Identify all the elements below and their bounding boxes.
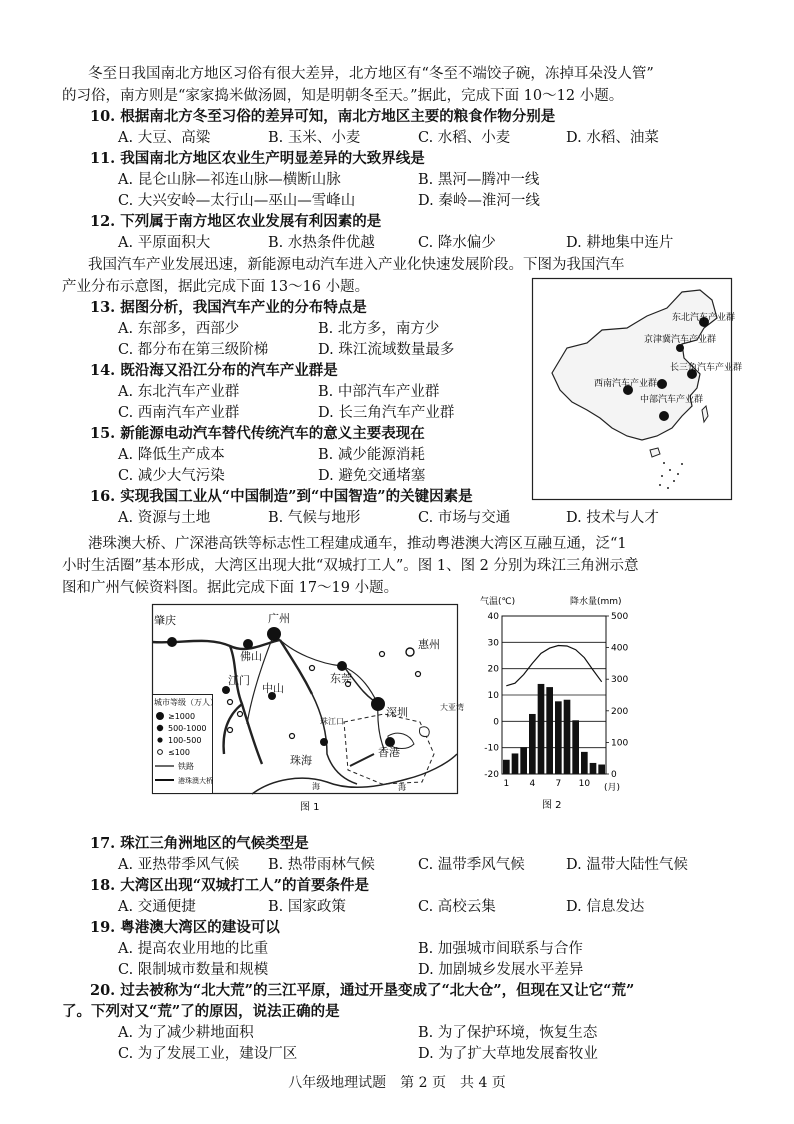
question-12-stem: 12. 下列属于南方地区农业发展有利因素的是 xyxy=(90,213,382,230)
temp-tick-label: 20 xyxy=(487,664,499,675)
question-17-option-b[interactable]: B. 热带雨林气候 xyxy=(268,857,375,873)
city-huizhou-dot xyxy=(406,648,414,656)
question-16-stem: 16. 实现我国工业从“中国制造”到“中国智造”的关键因素是 xyxy=(90,488,473,505)
city-zhaoqing-dot xyxy=(167,637,177,647)
question-13-option-c[interactable]: C. 都分布在第三级阶梯 xyxy=(118,342,269,358)
legend-item-3: 100-500 xyxy=(168,736,202,745)
precip-bar xyxy=(598,765,605,774)
figure-1-caption: 图 1 xyxy=(300,802,320,813)
passage-2-line-2: 产业分布示意图，据此完成下面 13～16 小题。 xyxy=(62,279,370,295)
precip-tick-label: 500 xyxy=(611,612,629,622)
question-19-option-d[interactable]: D. 加剧城乡发展水平差异 xyxy=(418,962,584,978)
label-zhuhai: 珠海 xyxy=(290,754,312,767)
precip-tick-label: 100 xyxy=(611,738,629,749)
month-tick-label: 4 xyxy=(529,779,536,789)
precip-bar xyxy=(555,701,562,774)
precip-bar xyxy=(564,700,571,774)
question-20-option-d[interactable]: D. 为了扩大草地发展畜牧业 xyxy=(418,1046,598,1062)
question-13-option-d[interactable]: D. 珠江流域数量最多 xyxy=(318,342,455,358)
city-dongguan-dot xyxy=(337,661,347,671)
label-yangtze-delta-cluster: 长三角汽车产业群 xyxy=(670,363,743,373)
legend-bridge: 港珠澳大桥 xyxy=(178,777,213,785)
label-central-cluster: 中部汽车产业群 xyxy=(640,395,704,405)
label-southwest-cluster: 西南汽车产业群 xyxy=(594,379,658,389)
question-11-option-a[interactable]: A. 昆仑山脉—祁连山脉—横断山脉 xyxy=(118,172,341,188)
label-hongkong: 香港 xyxy=(378,746,400,759)
passage-1-line-2: 的习俗，南方则是“家家捣米做汤圆，知是明朝冬至天。”据此，完成下面 10～12 小题。 xyxy=(62,88,624,104)
label-sea-left: 海 xyxy=(312,782,320,791)
temp-tick-label: 0 xyxy=(493,717,499,728)
question-14-option-c[interactable]: C. 西南汽车产业群 xyxy=(118,405,240,421)
question-12-option-d[interactable]: D. 耕地集中连片 xyxy=(566,235,674,251)
precip-bar xyxy=(538,684,545,774)
precip-tick-label: 200 xyxy=(611,706,629,717)
city-jiangmen-dot xyxy=(222,686,230,694)
label-shenzhen: 深圳 xyxy=(386,706,408,719)
precip-bar xyxy=(512,753,519,774)
question-18-option-b[interactable]: B. 国家政策 xyxy=(268,899,346,915)
question-15-option-c[interactable]: C. 减少大气污染 xyxy=(118,468,225,484)
label-daya-bay: 大亚湾 xyxy=(440,703,464,712)
label-huizhou: 惠州 xyxy=(418,638,440,651)
question-13-stem: 13. 据图分析，我国汽车产业的分布特点是 xyxy=(90,299,367,316)
label-beijing-tianjin-hebei-cluster: 京津冀汽车产业群 xyxy=(644,335,717,345)
label-zhongshan: 中山 xyxy=(262,682,284,695)
question-15-option-d[interactable]: D. 避免交通堵塞 xyxy=(318,468,426,484)
label-zhaoqing: 肇庆 xyxy=(154,614,176,627)
label-sea-right: 海 xyxy=(398,783,406,792)
legend-item-2: 500-1000 xyxy=(168,724,207,733)
question-11-option-d[interactable]: D. 秦岭—淮河一线 xyxy=(418,193,540,209)
central-cluster-dot xyxy=(657,379,667,389)
precip-bar xyxy=(546,687,553,774)
question-10-stem: 10. 根据南北方冬至习俗的差异可知，南北方地区主要的粮食作物分别是 xyxy=(90,108,556,125)
label-jiangmen: 江门 xyxy=(228,674,250,687)
question-20-option-c[interactable]: C. 为了发展工业，建设厂区 xyxy=(118,1046,298,1062)
month-tick-label: 10 xyxy=(578,779,591,789)
label-dongguan: 东莞 xyxy=(330,672,352,685)
question-17-option-a[interactable]: A. 亚热带季风气候 xyxy=(118,857,240,873)
label-pearl-estuary: 珠江口 xyxy=(320,717,344,726)
question-10-option-d[interactable]: D. 水稻、油菜 xyxy=(566,130,659,146)
question-14-option-b[interactable]: B. 中部汽车产业群 xyxy=(318,384,440,400)
question-10-option-c[interactable]: C. 水稻、小麦 xyxy=(418,130,511,146)
precip-axis-label: 降水量(mm) xyxy=(570,597,622,607)
figure-2-guangzhou-climate-chart xyxy=(476,594,640,812)
label-guangzhou: 广州 xyxy=(268,612,290,625)
precip-bar xyxy=(503,760,510,774)
month-unit-label: (月) xyxy=(604,783,621,793)
city-guangzhou-dot xyxy=(267,627,281,641)
question-20-option-a[interactable]: A. 为了减少耕地面积 xyxy=(118,1025,254,1041)
precip-tick-label: 0 xyxy=(611,770,617,780)
passage-3-line-1: 港珠澳大桥、广深港高铁等标志性工程建成通车，推动粤港澳大湾区互融互通，泛“1 xyxy=(88,536,627,552)
precip-bar xyxy=(581,752,588,774)
question-15-option-a[interactable]: A. 降低生产成本 xyxy=(118,447,225,463)
question-10-option-b[interactable]: B. 玉米、小麦 xyxy=(268,130,361,146)
question-13-option-a[interactable]: A. 东部多，西部少 xyxy=(118,321,240,337)
precip-bar xyxy=(590,763,597,774)
question-18-option-a[interactable]: A. 交通便捷 xyxy=(118,899,196,915)
question-18-option-c[interactable]: C. 高校云集 xyxy=(418,899,496,915)
city-foshan-dot xyxy=(243,639,253,649)
pearl-river-dot xyxy=(659,411,669,421)
question-19-option-b[interactable]: B. 加强城市间联系与合作 xyxy=(418,941,583,957)
legend-title: 城市等级（万人） xyxy=(154,698,218,707)
precip-bar xyxy=(572,720,579,774)
question-20-option-b[interactable]: B. 为了保护环境，恢复生态 xyxy=(418,1025,598,1041)
precip-bar xyxy=(529,714,536,774)
city-zhuhai-dot xyxy=(320,738,328,746)
temp-tick-label: 40 xyxy=(487,612,499,622)
question-18-option-d[interactable]: D. 信息发达 xyxy=(566,899,645,915)
precip-tick-label: 400 xyxy=(611,643,629,654)
passage-3-line-2: 小时生活圈”基本形成，大湾区出现大批“双城打工人”。图 1、图 2 分别为珠江三角洲示意 xyxy=(62,558,639,574)
question-19-option-a[interactable]: A. 提高农业用地的比重 xyxy=(118,941,269,957)
question-20-stem-line-2: 了。下列对又“荒”了的原因，说法正确的是 xyxy=(62,1003,340,1020)
precip-tick-label: 300 xyxy=(611,675,629,686)
temp-axis-label: 气温(℃) xyxy=(480,597,516,607)
month-tick-label: 1 xyxy=(503,779,510,789)
question-12-option-b[interactable]: B. 水热条件优越 xyxy=(268,235,375,251)
temp-tick-label: 30 xyxy=(487,638,499,649)
question-17-option-d[interactable]: D. 温带大陆性气候 xyxy=(566,857,688,873)
legend-rail: 铁路 xyxy=(178,762,194,771)
beijing-tianjin-hebei-cluster-dot xyxy=(676,344,684,352)
month-tick-label: 7 xyxy=(555,779,562,789)
question-20-stem-line-1: 20. 过去被称为“北大荒”的三江平原，通过开垦变成了“北大仓”，但现在又让它“荒” xyxy=(90,982,635,999)
question-11-option-b[interactable]: B. 黑河—腾冲一线 xyxy=(418,172,540,188)
figure-1-pearl-river-delta-map xyxy=(152,604,464,814)
question-11-stem: 11. 我国南北方地区农业生产明显差异的大致界线是 xyxy=(90,150,425,167)
question-16-option-c[interactable]: C. 市场与交通 xyxy=(418,510,511,526)
fig1-legend xyxy=(153,695,219,794)
city-shenzhen-dot xyxy=(371,697,385,711)
question-19-option-c[interactable]: C. 限制城市数量和规模 xyxy=(118,962,269,978)
figure-2-caption: 图 2 xyxy=(542,800,562,811)
legend-item-1: ≥1000 xyxy=(168,712,196,721)
temp-tick-label: 10 xyxy=(487,691,499,701)
question-17-stem: 17. 珠江三角洲地区的气候类型是 xyxy=(90,835,309,852)
question-10-option-a[interactable]: A. 大豆、高粱 xyxy=(118,130,211,146)
question-18-stem: 18. 大湾区出现“双城打工人”的首要条件是 xyxy=(90,877,369,894)
temp-tick-label: -10 xyxy=(484,743,499,754)
passage-3-line-3: 图和广州气候资料图。据此完成下面 17～19 小题。 xyxy=(62,580,399,596)
question-15-stem: 15. 新能源电动汽车替代传统汽车的意义主要表现在 xyxy=(90,425,425,442)
question-19-stem: 19. 粤港澳大湾区的建设可以 xyxy=(90,919,280,936)
precip-bar xyxy=(520,747,527,774)
question-12-option-c[interactable]: C. 降水偏少 xyxy=(418,235,496,251)
temp-tick-label: -20 xyxy=(484,770,499,780)
question-15-option-b[interactable]: B. 减少能源消耗 xyxy=(318,447,425,463)
question-16-option-b[interactable]: B. 气候与地形 xyxy=(268,510,361,526)
label-foshan: 佛山 xyxy=(240,650,262,663)
question-14-stem: 14. 既沿海又沿江分布的汽车产业群是 xyxy=(90,362,338,379)
label-northeast-cluster: 东北汽车产业群 xyxy=(672,313,736,323)
passage-2-line-1: 我国汽车产业发展迅速，新能源电动汽车进入产业化快速发展阶段。下图为我国汽车 xyxy=(88,257,625,273)
question-16-option-a[interactable]: A. 资源与土地 xyxy=(118,510,211,526)
question-16-option-d[interactable]: D. 技术与人才 xyxy=(566,510,659,526)
question-14-option-d[interactable]: D. 长三角汽车产业群 xyxy=(318,405,455,421)
question-12-option-a[interactable]: A. 平原面积大 xyxy=(118,235,211,251)
question-11-option-c[interactable]: C. 大兴安岭—太行山—巫山—雪峰山 xyxy=(118,193,356,209)
passage-1-line-1: 冬至日我国南北方地区习俗有很大差异，北方地区有“冬至不端饺子碗，冻掉耳朵没人管” xyxy=(88,66,654,82)
question-17-option-c[interactable]: C. 温带季风气候 xyxy=(418,857,525,873)
legend-item-4: ≤100 xyxy=(168,748,190,757)
china-auto-industry-map xyxy=(532,278,743,500)
question-13-option-b[interactable]: B. 北方多，南方少 xyxy=(318,321,440,337)
page-footer: 八年级地理试题 第 2 页 共 4 页 xyxy=(288,1075,506,1091)
question-14-option-a[interactable]: A. 东北汽车产业群 xyxy=(118,384,240,400)
